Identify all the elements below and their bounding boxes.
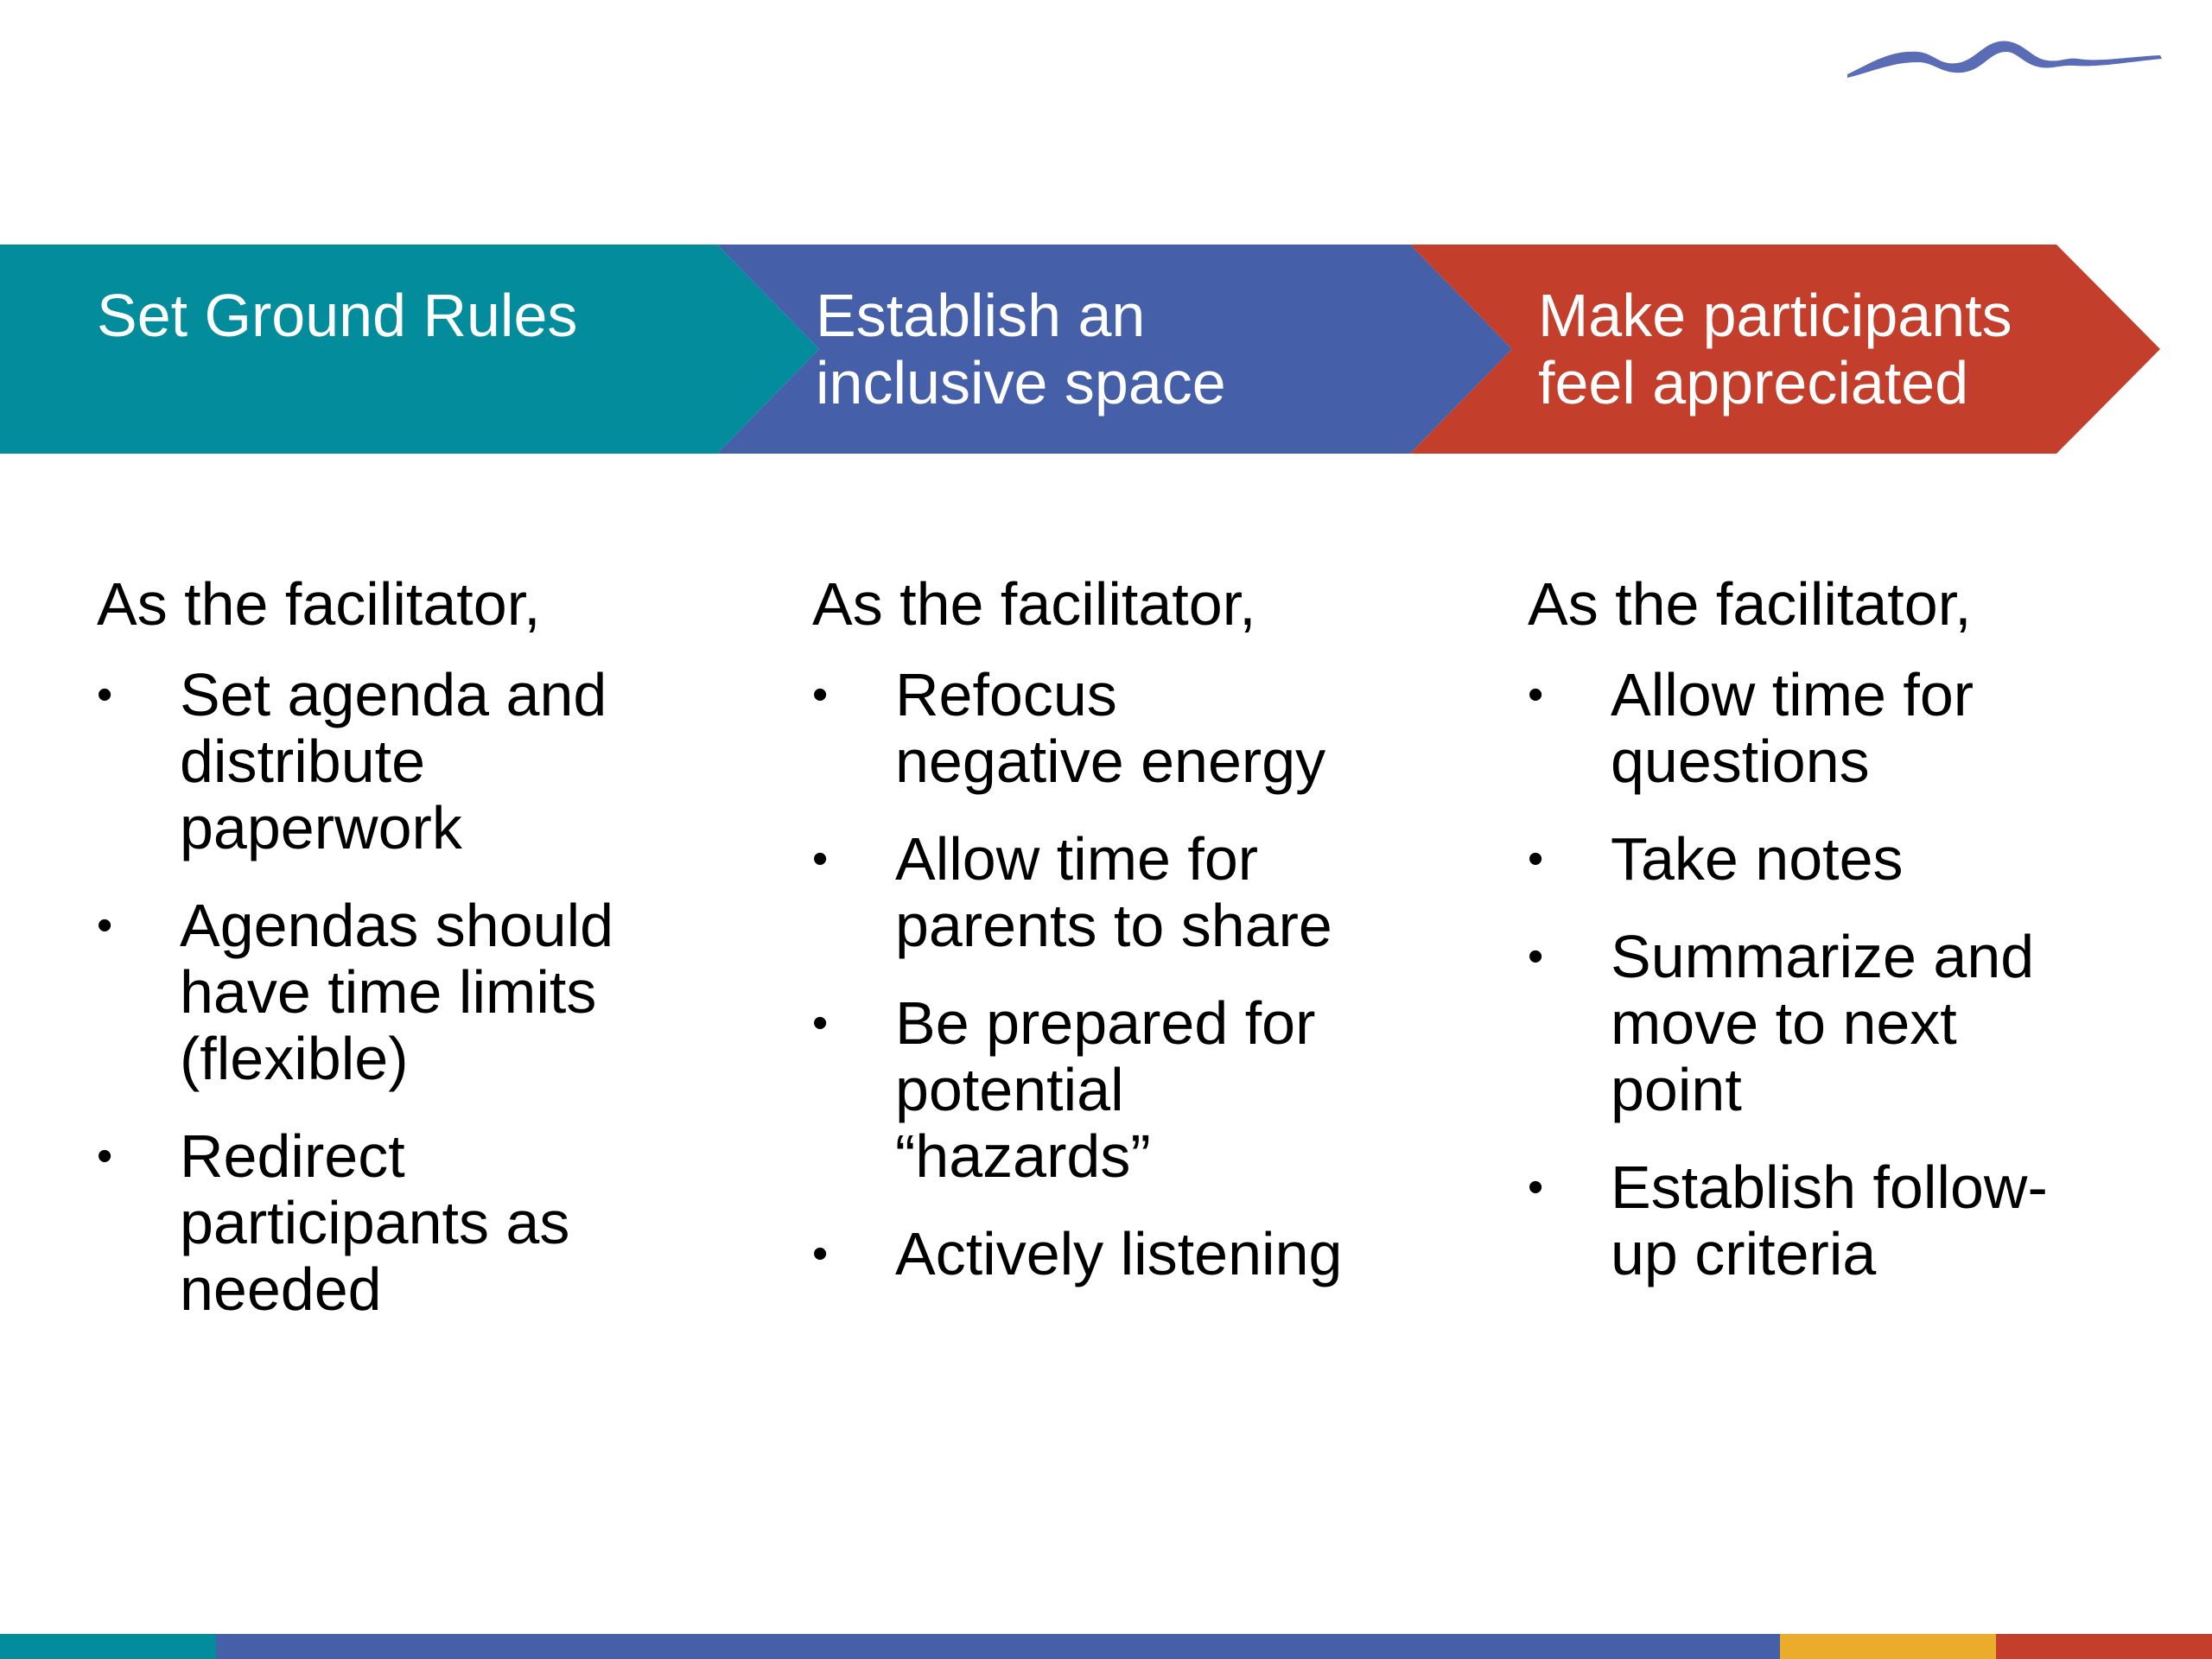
list-item — [1528, 1154, 2184, 1287]
list-item-text: Agendas should have time limits (flexible) — [180, 892, 614, 1092]
list-item — [97, 893, 753, 1092]
bullet-icon: • — [1528, 1162, 1544, 1212]
list-item-text: Refocus negative energy — [895, 661, 1326, 795]
step-1-arrow — [0, 245, 819, 454]
list-item-text: Allow time for parents to share — [895, 825, 1332, 959]
footer-color-bar — [0, 1634, 2212, 1659]
column-2-intro: As the facilitator, — [812, 570, 1256, 638]
column-2-list — [812, 662, 1469, 1287]
list-item — [1528, 662, 2184, 795]
list-item-text: Redirect participants as needed — [180, 1122, 570, 1323]
bullet-icon: • — [812, 834, 829, 884]
list-item — [97, 662, 753, 861]
column-3-list — [1528, 662, 2184, 1287]
column-1-list — [97, 662, 753, 1323]
step-1-label: Set Ground Rules — [97, 282, 578, 349]
footer-blue-segment — [216, 1634, 1780, 1659]
bullet-icon: • — [812, 670, 829, 720]
list-item — [1528, 826, 2184, 893]
step-3-label: Make participants feel appreciated — [1538, 282, 2012, 416]
bullet-icon: • — [97, 900, 113, 950]
list-item — [812, 1221, 1469, 1287]
list-item — [812, 990, 1469, 1190]
footer-red-segment — [1996, 1634, 2212, 1659]
bullet-icon: • — [97, 670, 113, 720]
footer-teal-segment — [0, 1634, 216, 1659]
list-item-text: Take notes — [1611, 825, 1904, 893]
list-item — [97, 1123, 753, 1323]
column-1-intro: As the facilitator, — [97, 570, 541, 638]
bullet-icon: • — [1528, 931, 1544, 982]
bullet-icon: • — [97, 1131, 113, 1181]
column-1 — [97, 570, 753, 1354]
mountain-logo-icon — [1840, 26, 2177, 95]
column-3-intro: As the facilitator, — [1528, 570, 1972, 638]
list-item-text: Summarize and move to next point — [1611, 923, 2035, 1123]
bullet-icon: • — [1528, 834, 1544, 884]
list-item — [1528, 924, 2184, 1123]
footer-gold-segment — [1780, 1634, 1996, 1659]
list-item-text: Actively listening — [895, 1220, 1343, 1287]
list-item-text: Establish follow- up criteria — [1611, 1154, 2048, 1287]
column-2 — [812, 570, 1469, 1319]
column-3 — [1528, 570, 2184, 1319]
list-item-text: Be prepared for potential “hazards” — [895, 989, 1316, 1190]
bullet-icon: • — [812, 1229, 829, 1279]
list-item — [812, 826, 1469, 959]
list-item-text: Set agenda and distribute paperwork — [180, 661, 607, 861]
step-2-label: Establish an inclusive space — [816, 282, 1226, 416]
bullet-icon: • — [1528, 670, 1544, 720]
list-item-text: Allow time for questions — [1611, 661, 1974, 795]
bullet-icon: • — [812, 998, 829, 1048]
list-item — [812, 662, 1469, 795]
